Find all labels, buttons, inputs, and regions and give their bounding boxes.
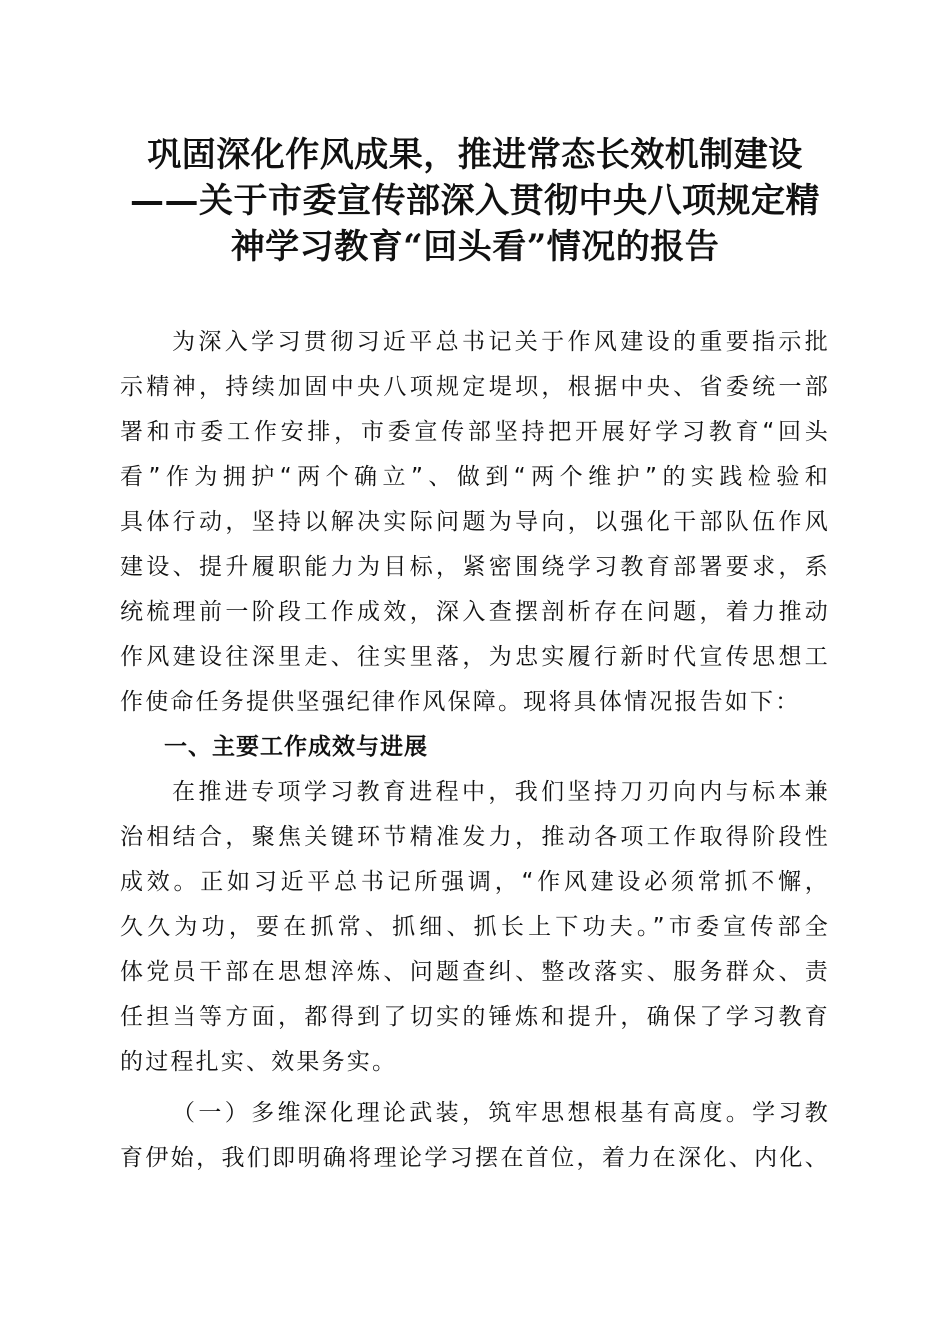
paragraph-line: 具体行动，坚持以解决实际问题为导向，以强化干部队伍作风 [120, 509, 830, 535]
paragraph-line: 示精神，持续加固中央八项规定堤坝，根据中央、省委统一部 [120, 374, 830, 400]
paragraph-intro [120, 320, 830, 725]
paragraph-line: 治相结合，聚焦关键环节精准发力，推动各项工作取得阶段性 [120, 824, 830, 850]
paragraph-line: 久久为功，要在抓常、抓细、抓长上下功夫。”市委宣传部全 [120, 914, 830, 940]
paragraph-line: 育伊始，我们即明确将理论学习摆在首位，着力在深化、内化、 [120, 1145, 830, 1171]
title-line-2: ——关于市委宣传部深入贯彻中央八项规定精 [130, 181, 820, 221]
document-title [110, 132, 840, 270]
paragraph-theory [120, 1091, 830, 1181]
subsection-line: （一）多维深化理论武装，筑牢思想根基有高度。学习教 [172, 1100, 830, 1126]
paragraph-line: 统梳理前一阶段工作成效，深入查摆剖析存在问题，着力推动 [120, 599, 830, 625]
paragraph-line: 任担当等方面，都得到了切实的锤炼和提升，确保了学习教育 [120, 1004, 830, 1030]
paragraph-line: 体党员干部在思想淬炼、问题查纠、整改落实、服务群众、责 [120, 959, 830, 985]
paragraph-line: 看”作为拥护“两个确立”、做到“两个维护”的实践检验和 [120, 464, 830, 490]
paragraph-line: 成效。正如习近平总书记所强调，“作风建设必须常抓不懈， [120, 869, 830, 895]
title-line-3: 神学习教育“回头看”情况的报告 [230, 227, 720, 267]
paragraph-progress [120, 770, 830, 1085]
paragraph-line: 作使命任务提供坚强纪律作风保障。现将具体情况报告如下： [120, 689, 801, 715]
paragraph-line: 署和市委工作安排，市委宣传部坚持把开展好学习教育“回头 [120, 419, 830, 445]
paragraph-line: 建设、提升履职能力为目标，紧密围绕学习教育部署要求，系 [120, 554, 830, 580]
section-heading: 一、主要工作成效与进展 [164, 734, 428, 760]
paragraph-line: 作风建设往深里走、往实里落，为忠实履行新时代宣传思想工 [120, 644, 830, 670]
document-body [120, 320, 830, 1181]
paragraph-line: 在推进专项学习教育进程中，我们坚持刀刃向内与标本兼 [172, 779, 830, 805]
paragraph-line: 的过程扎实、效果务实。 [120, 1049, 398, 1075]
paragraph-line: 为深入学习贯彻习近平总书记关于作风建设的重要指示批 [172, 329, 830, 355]
title-line-1: 巩固深化作风成果，推进常态长效机制建设 [147, 135, 803, 175]
